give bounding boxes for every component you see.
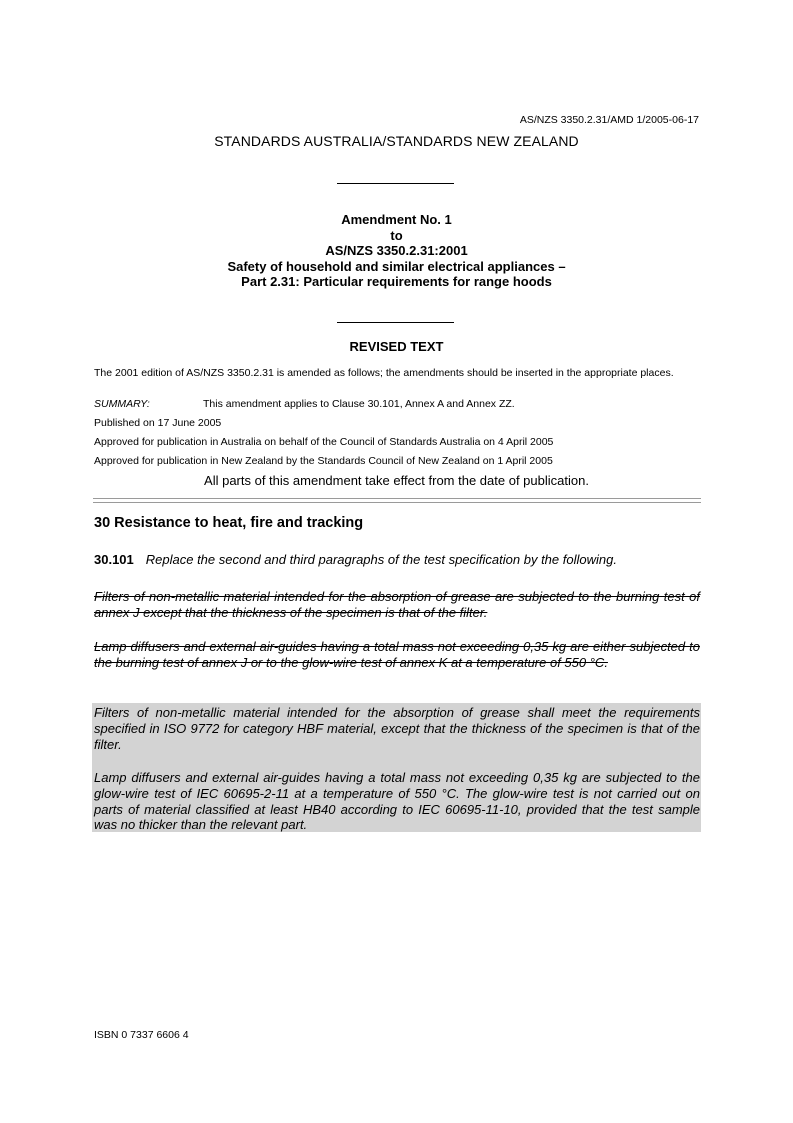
published-date: Published on 17 June 2005 xyxy=(94,417,222,429)
inserted-paragraph: Filters of non-metallic material intended for the absorption of grease shall meet the requirements specified in ISO 9772 for category HBF material, except that the thickness of the specimen is that of the filter. xyxy=(94,705,700,752)
summary-text: This amendment applies to Clause 30.101, Annex A and Annex ZZ. xyxy=(203,398,515,410)
clause-heading: 30 Resistance to heat, fire and tracking xyxy=(94,515,364,531)
subclause-instruction xyxy=(94,552,700,567)
approval-new-zealand: Approved for publication in New Zealand by the Standards Council of New Zealand on 1 April 2005 xyxy=(94,455,553,467)
subclause-number: 30.101 xyxy=(94,552,134,567)
organization-name: STANDARDS AUSTRALIA/STANDARDS NEW ZEALAND xyxy=(214,133,579,149)
approval-australia: Approved for publication in Australia on behalf of the Council of Standards Australia on 4 April 2005 xyxy=(94,436,554,448)
deleted-paragraph: Lamp diffusers and external air-guides having a total mass not exceeding 0,35 kg are either subjected to the burning test of annex J or to the glow-wire test of annex K at a temperature of 550 °C. xyxy=(94,639,700,670)
title-line-to: to xyxy=(390,227,403,243)
summary-label: SUMMARY: xyxy=(94,398,150,410)
amendment-title xyxy=(0,212,793,290)
title-line-amendment: Amendment No. 1 xyxy=(341,212,452,227)
deleted-paragraph: Filters of non-metallic material intended for the absorption of grease are subjected to the burning test of annex J except that the thickness of the specimen is that of the filter. xyxy=(94,589,700,620)
revised-text-heading: REVISED TEXT xyxy=(349,339,444,354)
summary-line xyxy=(94,398,700,411)
subclause-text: Replace the second and third paragraphs of the test specification by the following. xyxy=(145,552,617,567)
title-line-part: Part 2.31: Particular requirements for range hoods xyxy=(241,274,552,289)
divider-rule xyxy=(337,183,454,184)
title-line-subject: Safety of household and similar electrical appliances – xyxy=(227,258,566,274)
section-double-rule xyxy=(93,498,701,503)
isbn-footer: ISBN 0 7337 6606 4 xyxy=(94,1029,189,1041)
divider-rule xyxy=(337,322,454,323)
document-reference: AS/NZS 3350.2.31/AMD 1/2005-06-17 xyxy=(519,114,699,126)
intro-paragraph: The 2001 edition of AS/NZS 3350.2.31 is amended as follows; the amendments should be inserted in the appropriate places. xyxy=(94,367,674,379)
effect-statement: All parts of this amendment take effect from the date of publication. xyxy=(204,473,589,488)
title-line-standard: AS/NZS 3350.2.31:2001 xyxy=(325,243,468,258)
inserted-paragraph: Lamp diffusers and external air-guides having a total mass not exceeding 0,35 kg are subjected to the glow-wire test of IEC 60695-2-11 at a temperature of 550 °C. The glow-wire test is not carried out on parts of material classified at least HB40 according to IEC 60695-11-10, provided that the test sample was no thicker than the relevant part. xyxy=(94,770,700,833)
